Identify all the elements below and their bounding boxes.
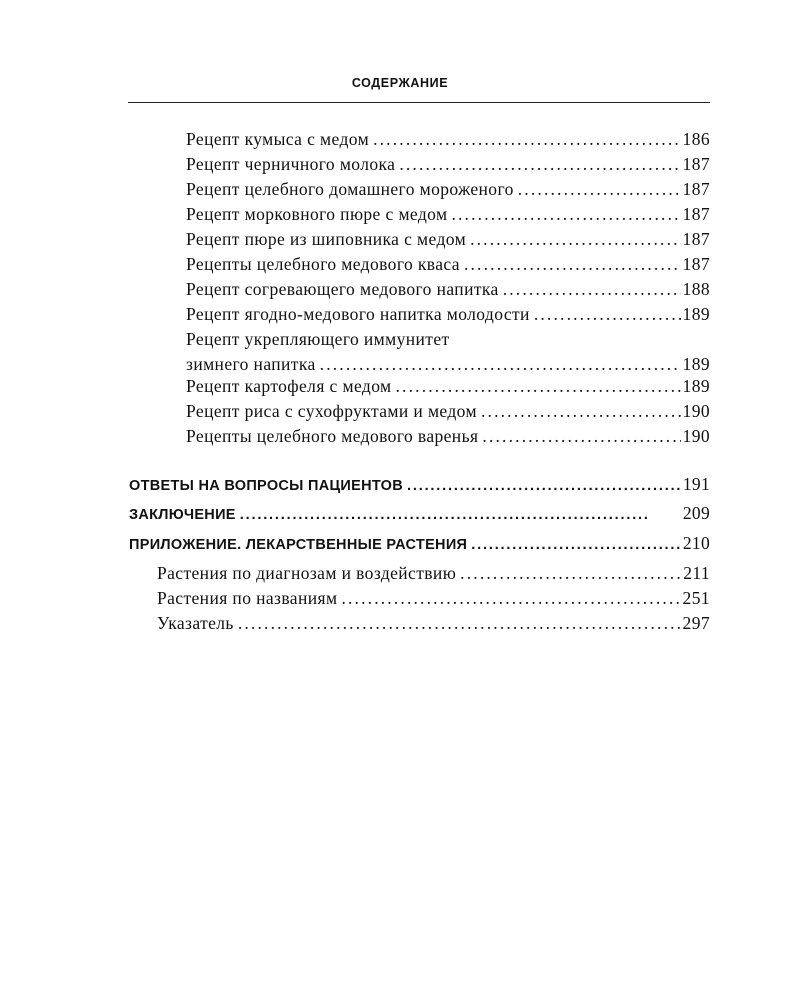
toc-leader-dots (471, 537, 681, 553)
toc-leader-dots (470, 229, 680, 250)
toc-entry-page: 189 (682, 376, 710, 396)
toc-section-page: 191 (682, 474, 710, 494)
toc-entry-page: 187 (682, 254, 710, 274)
toc-subentry-title: Указатель (157, 613, 234, 633)
toc-entry-title: Рецепты целебного медового кваса (186, 254, 460, 274)
toc-entry-page: 190 (682, 401, 710, 421)
toc-entry-title: Рецепт кумыса с медом (186, 129, 370, 149)
toc-leader-dots (503, 279, 681, 300)
toc-leader-dots (396, 376, 681, 397)
toc-subentry-page: 297 (682, 613, 710, 633)
toc-section-page: 210 (682, 533, 710, 553)
toc-leader-dots (451, 204, 680, 225)
toc-entry[interactable] (186, 154, 710, 175)
toc-entry-title: Рецепт картофеля с медом (186, 376, 392, 396)
toc-section-page: 209 (682, 503, 710, 523)
toc-entry-page: 187 (682, 204, 710, 224)
toc-entry-page: 189 (682, 354, 710, 374)
toc-leader-dots (399, 154, 680, 175)
toc-entry-page: 188 (682, 279, 710, 299)
toc-leader-dots (518, 179, 681, 200)
toc-subentry-page: 211 (683, 563, 710, 583)
toc-entry[interactable] (186, 376, 710, 397)
toc-entry-page: 189 (682, 304, 710, 324)
toc-entry-title: Рецепты целебного медового варенья (186, 426, 479, 446)
toc-section-title: ПРИЛОЖЕНИЕ. ЛЕКАРСТВЕННЫЕ РАСТЕНИЯ (129, 537, 468, 553)
toc-entry-page: 187 (682, 179, 710, 199)
toc-entry[interactable] (186, 229, 710, 250)
toc-entry-title-line2: зимнего напитка (186, 354, 316, 374)
toc-leader-dots (460, 563, 681, 584)
toc-subentry-page: 251 (682, 588, 710, 608)
toc-subentry[interactable] (157, 563, 710, 584)
toc-entry-multiline[interactable] (186, 329, 710, 375)
toc-entry-title: Рецепт ягодно-медового напитка молодости (186, 304, 530, 324)
header-rule (128, 102, 710, 103)
toc-entry-title: Рецепт морковного пюре с медом (186, 204, 448, 224)
toc-leader-dots (481, 401, 681, 422)
toc-leader-dots (373, 129, 680, 150)
toc-section-title: ОТВЕТЫ НА ВОПРОСЫ ПАЦИЕНТОВ (129, 478, 403, 494)
toc-entry[interactable] (186, 279, 710, 300)
toc-leader-dots (238, 613, 681, 634)
toc-subentry[interactable] (157, 588, 710, 609)
toc-entry-title: Рецепт риса с сухофруктами и медом (186, 401, 477, 421)
toc-entry[interactable] (186, 401, 710, 422)
toc-entry-page: 186 (682, 129, 710, 149)
toc-leader-dots (320, 354, 681, 375)
toc-entry-page: 187 (682, 229, 710, 249)
toc-entry[interactable] (186, 304, 710, 325)
toc-leader-dots (534, 304, 681, 325)
toc-section-title: ЗАКЛЮЧЕНИЕ (129, 507, 236, 523)
toc-leader-dots (407, 478, 681, 494)
toc-entry[interactable] (186, 129, 710, 150)
toc-entry-page: 190 (682, 426, 710, 446)
toc-entry-page: 187 (682, 154, 710, 174)
toc-leader-dots (240, 507, 681, 523)
toc-entry-title: Рецепт пюре из шиповника с медом (186, 229, 467, 249)
toc-leader-dots (341, 588, 680, 609)
toc-entry[interactable] (186, 204, 710, 225)
toc-entry-title: Рецепт согревающего медового напитка (186, 279, 499, 299)
toc-subentry-title: Растения по диагнозам и воздействию (157, 563, 457, 583)
toc-entry[interactable] (186, 426, 710, 447)
toc-section[interactable] (129, 503, 710, 524)
toc-subentry[interactable] (157, 613, 710, 634)
toc-section[interactable] (129, 533, 710, 554)
toc-section[interactable] (129, 474, 710, 495)
toc-entry[interactable] (186, 179, 710, 200)
toc-entry-title-line1: Рецепт укрепляющего иммунитет (186, 329, 450, 349)
toc-entry[interactable] (186, 254, 710, 275)
toc-leader-dots (482, 426, 680, 447)
toc-leader-dots (464, 254, 681, 275)
page-header-title: СОДЕРЖАНИЕ (351, 76, 449, 90)
toc-entry-title: Рецепт целебного домашнего мороженого (186, 179, 514, 199)
toc-subentry-title: Растения по названиям (157, 588, 338, 608)
toc-entry-title: Рецепт черничного молока (186, 154, 396, 174)
